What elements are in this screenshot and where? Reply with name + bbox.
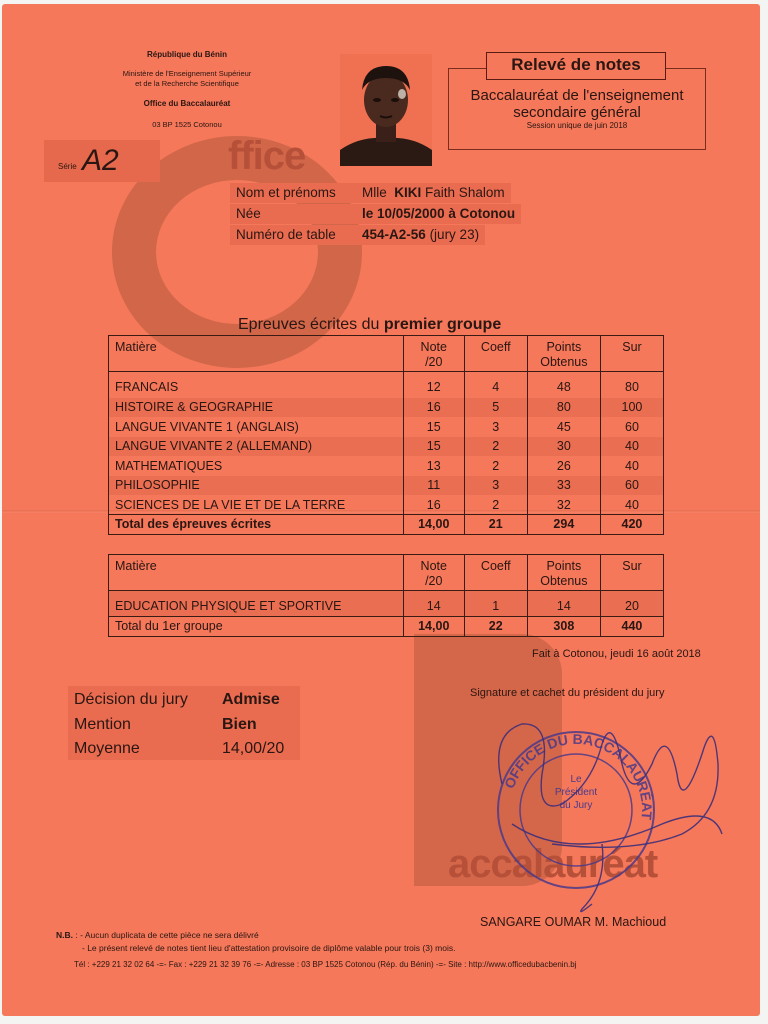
serie-block [44, 140, 160, 182]
header-note: Note /20 [403, 555, 464, 591]
subject-note: 13 [403, 456, 464, 476]
subject-sur: 40 [600, 456, 663, 476]
subject-points: 45 [527, 417, 600, 437]
issue-place-date: Fait à Cotonou, jeudi 16 août 2018 [532, 648, 701, 660]
president-name: SANGARE OUMAR M. Machioud [480, 915, 667, 929]
header-note: Note /20 [403, 336, 464, 372]
subject-row [109, 417, 664, 437]
header-points: Points Obtenus [527, 336, 600, 372]
subject-matiere: MATHEMATIQUES [109, 456, 404, 476]
subject-note: 15 [403, 437, 464, 457]
header-coeff: Coeff [464, 555, 527, 591]
header-coeff: Coeff [464, 336, 527, 372]
written-total-coeff: 21 [464, 515, 527, 535]
subject-sur: 60 [600, 476, 663, 496]
subject-coeff: 2 [464, 437, 527, 457]
mention-value: Bien [222, 715, 257, 733]
written-total-row [109, 515, 664, 535]
subject-coeff: 2 [464, 456, 527, 476]
sport-matiere: EDUCATION PHYSIQUE ET SPORTIVE [109, 591, 404, 617]
table-header-row [109, 336, 664, 372]
written-exams-table [108, 335, 664, 535]
header-points: Points Obtenus [527, 555, 600, 591]
stamp-center-line1: Le [570, 774, 582, 785]
subject-coeff: 3 [464, 417, 527, 437]
subject-row [109, 495, 664, 515]
group-total-label: Total du 1er groupe [109, 617, 404, 637]
jury-number: (jury 23) [429, 226, 480, 242]
group-total-coeff: 22 [464, 617, 527, 637]
sport-note: 14 [403, 591, 464, 617]
subject-row [109, 398, 664, 418]
stamp-center-line3: du Jury [559, 800, 593, 811]
identity-birth-row [230, 203, 521, 224]
header-matiere: Matière [109, 336, 404, 372]
sport-row [109, 591, 664, 617]
sport-sur: 20 [600, 591, 663, 617]
stamp-center-line2: Président [554, 787, 598, 798]
subject-coeff: 5 [464, 398, 527, 418]
serie-label: Série [58, 162, 77, 171]
decision-row [74, 688, 294, 713]
transcript-sheet [2, 4, 760, 1016]
subject-points: 26 [527, 456, 600, 476]
ministry-line1: Ministère de l'Enseignement Supérieur [122, 69, 252, 78]
subject-points: 33 [527, 476, 600, 496]
average-label: Moyenne [74, 740, 140, 758]
name-value [360, 183, 511, 203]
subject-row [109, 437, 664, 457]
average-value: 14,00/20 [222, 740, 285, 758]
watermark-office: ffice [228, 134, 306, 178]
surname: KIKI [394, 184, 422, 200]
mention-row [74, 713, 294, 738]
subject-matiere: LANGUE VIVANTE 1 (ANGLAIS) [109, 417, 404, 437]
written-total-matiere: Total des épreuves écrites [109, 515, 404, 535]
subject-points: 48 [527, 372, 600, 398]
group-total-row [109, 617, 664, 637]
watermark-bac: accalauréat [448, 842, 658, 886]
nb-line1: : - Aucun duplicata de cette pièce ne sera délivré [75, 930, 259, 940]
document-type-box [448, 68, 706, 150]
group-total-sur: 440 [600, 617, 663, 637]
name-label: Nom et prénoms [230, 183, 360, 203]
subject-matiere: FRANCAIS [109, 372, 404, 398]
subject-note: 12 [403, 372, 464, 398]
candidate-identity [230, 182, 521, 245]
contact-line: Tél : +229 21 32 02 64 -=- Fax : +229 21 32 39 76 -=- Adresse : 03 BP 1525 Cotonou (Rép. du Bénin) -=- Site : http://www.officedubacbenin.bj [74, 960, 577, 969]
subject-sur: 80 [600, 372, 663, 398]
name-prefix: Mlle [362, 184, 387, 200]
subject-note: 16 [403, 398, 464, 418]
section-title [238, 316, 501, 334]
subject-sur: 40 [600, 437, 663, 457]
bac-line1: Baccalauréat de l'enseignement [470, 87, 684, 104]
subject-coeff: 2 [464, 495, 527, 515]
nb-line2: - Le présent relevé de notes tient lieu d'attestation provisoire de diplôme valable pour trois (3) mois. [82, 943, 456, 953]
subject-matiere: SCIENCES DE LA VIE ET DE LA TERRE [109, 495, 404, 515]
sport-points: 14 [527, 591, 600, 617]
nb-label: N.B. [56, 930, 73, 940]
header-sur: Sur [600, 336, 663, 372]
average-row [74, 737, 294, 762]
subject-note: 11 [403, 476, 464, 496]
decision-label: Décision du jury [74, 691, 188, 709]
birth-label: Née [230, 204, 360, 224]
identity-name-row [230, 182, 521, 203]
subject-matiere: PHILOSOPHIE [109, 476, 404, 496]
office-address: 03 BP 1525 Cotonou [152, 120, 222, 129]
written-total-points: 294 [527, 515, 600, 535]
office-name: Office du Baccalauréat [143, 99, 231, 108]
issuer-header [72, 50, 302, 129]
sport-coeff: 1 [464, 591, 527, 617]
table-header-row [109, 555, 664, 591]
group-total-points: 308 [527, 617, 600, 637]
subject-points: 80 [527, 398, 600, 418]
stamp-ring-text: OFFICE DU BACCALAURÉAT [501, 730, 656, 821]
bac-line2: secondaire général [513, 104, 641, 121]
signature-title: Signature et cachet du président du jury [470, 687, 665, 699]
subject-note: 16 [403, 495, 464, 515]
subject-sur: 100 [600, 398, 663, 418]
candidate-photo [340, 54, 432, 166]
serie-value: A2 [82, 144, 119, 177]
birth-value: le 10/05/2000 à Cotonou [360, 204, 521, 224]
subject-sur: 40 [600, 495, 663, 515]
group-total-note: 14,00 [403, 617, 464, 637]
subject-row [109, 456, 664, 476]
subject-sur: 60 [600, 417, 663, 437]
written-total-sur: 420 [600, 515, 663, 535]
identity-table-number-row [230, 224, 521, 245]
table-number: 454-A2-56 [362, 226, 426, 242]
session: Session unique de juin 2018 [526, 121, 628, 130]
subject-matiere: LANGUE VIVANTE 2 (ALLEMAND) [109, 437, 404, 457]
country: République du Bénin [147, 50, 227, 59]
ministry-line2: et de la Recherche Scientifique [135, 79, 239, 88]
subject-points: 32 [527, 495, 600, 515]
subject-note: 15 [403, 417, 464, 437]
subject-row [109, 372, 664, 398]
jury-decision [68, 686, 300, 760]
jury-stamp [482, 704, 742, 919]
subject-row [109, 476, 664, 496]
document-title: Relevé de notes [486, 52, 666, 80]
footnote [56, 929, 455, 955]
first-group-table [108, 554, 664, 637]
section-title-bold: premier groupe [383, 316, 502, 333]
header-sur: Sur [600, 555, 663, 591]
decision-value: Admise [222, 691, 280, 709]
table-number-label: Numéro de table [230, 225, 360, 245]
given-names: Faith Shalom [425, 184, 505, 200]
subject-matiere: HISTOIRE & GEOGRAPHIE [109, 398, 404, 418]
section-title-prefix: Epreuves écrites du [238, 316, 380, 333]
subject-coeff: 4 [464, 372, 527, 398]
subject-coeff: 3 [464, 476, 527, 496]
table-number-value [360, 225, 485, 245]
subject-points: 30 [527, 437, 600, 457]
written-total-note: 14,00 [403, 515, 464, 535]
header-matiere: Matière [109, 555, 404, 591]
mention-label: Mention [74, 715, 131, 733]
